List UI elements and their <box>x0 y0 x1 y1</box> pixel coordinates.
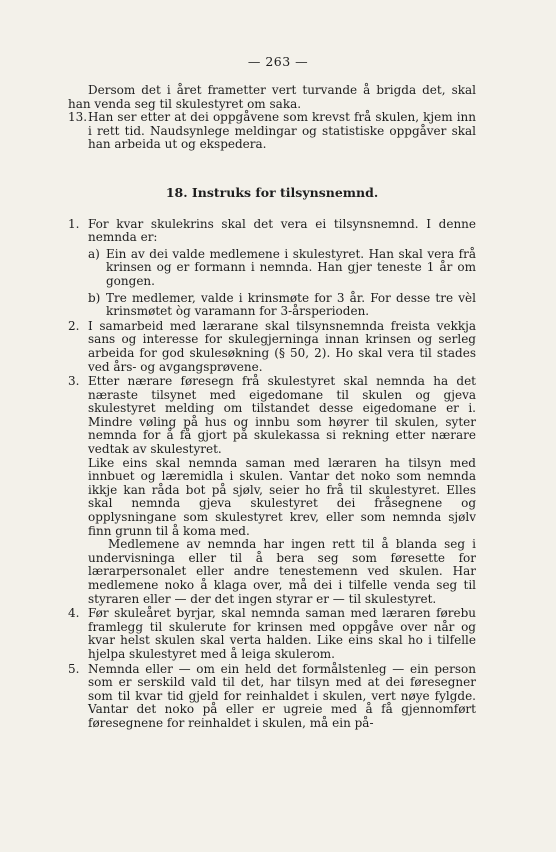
item-4 <box>68 607 476 661</box>
document-body <box>68 84 476 731</box>
section-heading: 18. Instruks for tilsynsnemnd. <box>165 184 379 200</box>
item-1-sub-b-text: Tre medlemer, valde i krinsmøte for 3 år. For desse tre vèl krinsmøtet òg varamann for 3-årsperioden. <box>106 290 476 319</box>
item-1-sub-b <box>68 292 476 319</box>
item-1-number: 1. <box>68 216 80 231</box>
item-13-text: Han ser etter at dei oppgåvene som krevst frå skulen, kjem inn i rett tid. Naudsynlege meldingar og statistiske oppgåver skal han arbeida ut og ekspedera. <box>88 110 476 152</box>
item-1-sub-b-label: b) <box>88 290 101 305</box>
item-13-number: 13. <box>68 110 88 125</box>
intro-paragraph: Dersom det i året frametter vert turvande å brigda det, skal han venda seg til skulestyret om saka. <box>68 83 476 111</box>
item-2 <box>68 320 476 374</box>
item-5 <box>68 663 476 731</box>
item-1 <box>68 218 476 245</box>
item-1-sub-a-label: a) <box>88 246 100 261</box>
item-13 <box>68 111 476 152</box>
item-3 <box>68 375 476 606</box>
item-1-sub-a <box>68 248 476 289</box>
item-2-number: 2. <box>68 318 80 333</box>
item-4-number: 4. <box>68 606 80 621</box>
item-5-number: 5. <box>68 661 80 676</box>
item-3-number: 3. <box>68 374 80 389</box>
item-1-sub-a-text: Ein av dei valde medlemene i skulestyret. Han skal vera frå krinsen og er formann i nemnda. Han gjer teneste 1 år om gongen. <box>106 246 476 288</box>
item-2-text: I samarbeid med lærarane skal tilsynsnemnda freista vekkja sans og interesse for skulegjerninga innan krinsen og serleg arbeida for god skulesøkning (§ 50, 2). Ho skal vera til stades ved års- og avgangsprøvene. <box>88 318 476 374</box>
page-number: — 263 — <box>247 54 309 69</box>
item-5-text: Nemnda eller — om ein held det formålstenleg — ein person som er serskild vald til det, har tilsyn med at dei føresegner som til kvar tid gjeld for reinhaldet i skulen, vert nøye fylgde. Vantar det noko på eller er ugreie med å få gjennomført føresegnene for reinhaldet i skulen, må ein på- <box>88 661 476 730</box>
item-1-text: For kvar skulekrins skal det vera ei tilsynsnemnd. I denne nemnda er: <box>88 216 476 245</box>
item-4-text: Før skuleåret byrjar, skal nemnda saman med læraren førebu framlegg til skulerute for krinsen med oppgåve over når og kvar helst skulen skal verta halden. Like eins skal ho i tilfelle hjelpa skulestyret med å leiga skulerom. <box>88 606 476 661</box>
item-3-extra-1: Like eins skal nemnda saman med læraren ha tilsyn med innbuet og læremidla i skulen. Vantar det noko som nemnda ikkje kan råda bot på sjølv, seier ho frå til skulestyret. Elles skal nemnda gjeva skulestyret dei fråsegnene og opplysningane som skulestyret krev, eller som nemnda sjølv finn grunn til å koma med. <box>88 455 476 538</box>
item-3-text: Etter nærare føresegn frå skulestyret skal nemnda ha det næraste tilsynet med eigedomane til skulen og gjeva skulestyret melding om tilstandet desse eigedomane er i. Mindre vøling på hus og innbu som høyrer til skulen, syter nemnda for å få gjort på skulekassa si rekning etter nærare vedtak av skulestyret. <box>88 374 476 457</box>
item-3-extra-2: Medlemene av nemnda har ingen rett til å blanda seg i undervisninga eller til å bera seg som føresette for lærarpersonalet eller andre tenestemenn ved skulen. Har medlemene noko å klaga over, må dei i tilfelle venda seg til styraren eller — der det ingen styrar er — til skulestyret. <box>88 537 476 606</box>
